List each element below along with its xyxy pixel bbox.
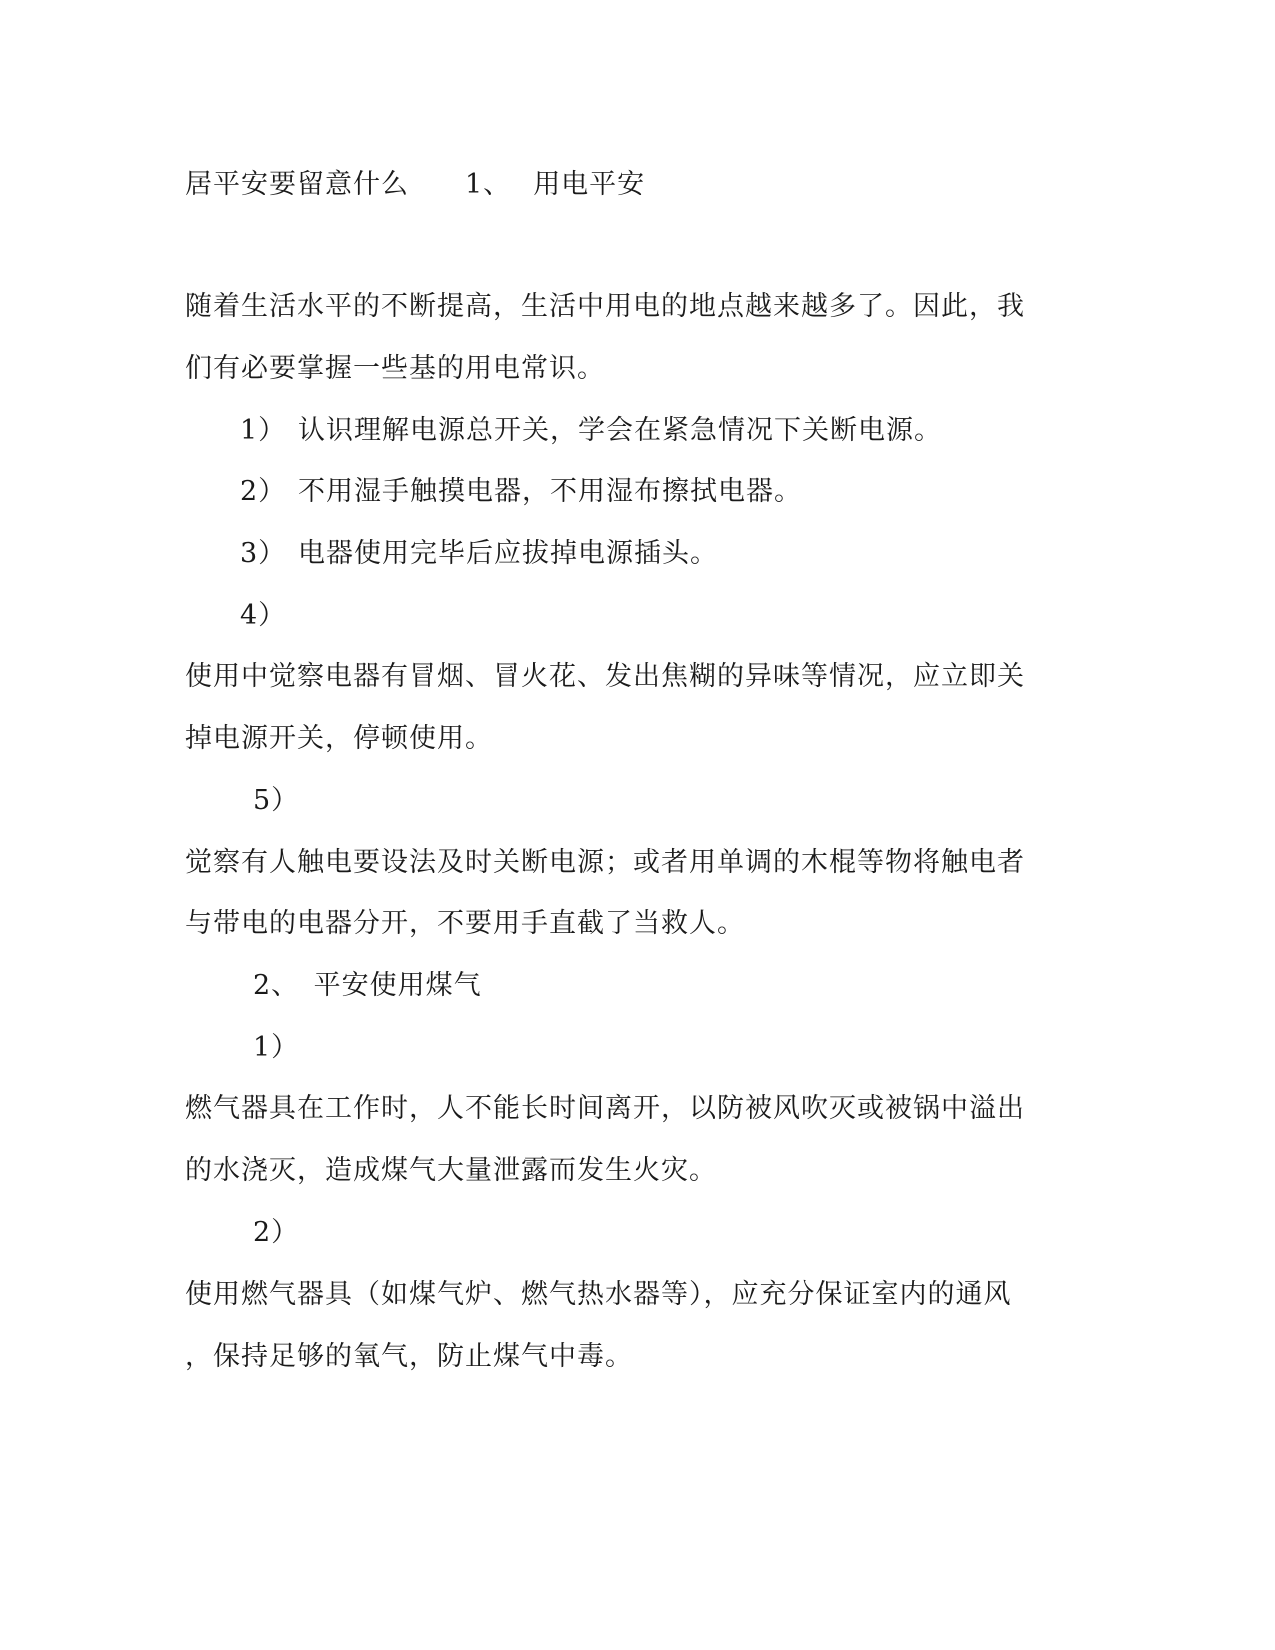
gas-item-2-text-1: 使用燃气器具（如煤气炉、燃气热水器等），应充分保证室内的通风 <box>185 1279 1012 1310</box>
item-number: 3） <box>240 538 287 569</box>
electric-item-3 <box>240 536 718 572</box>
gas-item-1-number: 1） <box>253 1032 300 1063</box>
intro-line-2: 们有必要掌握一些基的用电常识。 <box>185 353 605 384</box>
electric-item-1 <box>240 413 942 449</box>
item-text: 不用湿手触摸电器，不用湿布擦拭电器。 <box>298 476 802 507</box>
gas-item-1-text-2: 的水浇灭，造成煤气大量泄露而发生火灾。 <box>185 1155 717 1186</box>
electric-item-4-text-2: 掉电源开关，停顿使用。 <box>185 723 493 754</box>
electric-item-4-number: 4） <box>240 600 287 631</box>
electric-item-5-text-2: 与带电的电器分开，不要用手直截了当救人。 <box>185 908 745 939</box>
electric-item-5-number: 5） <box>253 785 300 816</box>
electric-item-5-text-1: 觉察有人触电要设法及时关断电源；或者用单调的木棍等物将触电者 <box>185 847 1025 878</box>
gas-item-2-text-2: ，保持足够的氧气，防止煤气中毒。 <box>185 1341 633 1372</box>
electric-item-2 <box>240 474 802 510</box>
document-title <box>185 167 645 203</box>
title-main: 居平安要留意什么 <box>185 169 409 200</box>
intro-line-1: 随着生活水平的不断提高，生活中用电的地点越来越多了。因此，我 <box>185 291 1025 322</box>
section-2-heading: 2、 平安使用煤气 <box>253 970 482 1001</box>
section-1-heading: 用电平安 <box>533 169 646 200</box>
electric-item-4-text-1: 使用中觉察电器有冒烟、冒火花、发出焦糊的异味等情况，应立即关 <box>185 661 1025 692</box>
item-number: 2） <box>240 476 287 507</box>
gas-item-2-number: 2） <box>253 1217 300 1248</box>
item-number: 1） <box>240 415 287 446</box>
gas-item-1-text-1: 燃气器具在工作时，人不能长时间离开，以防被风吹灭或被锅中溢出 <box>185 1093 1025 1124</box>
section-1-number: 1、 <box>465 169 512 200</box>
item-text: 认识理解电源总开关，学会在紧急情况下关断电源。 <box>298 415 942 446</box>
item-text: 电器使用完毕后应拔掉电源插头。 <box>298 538 718 569</box>
